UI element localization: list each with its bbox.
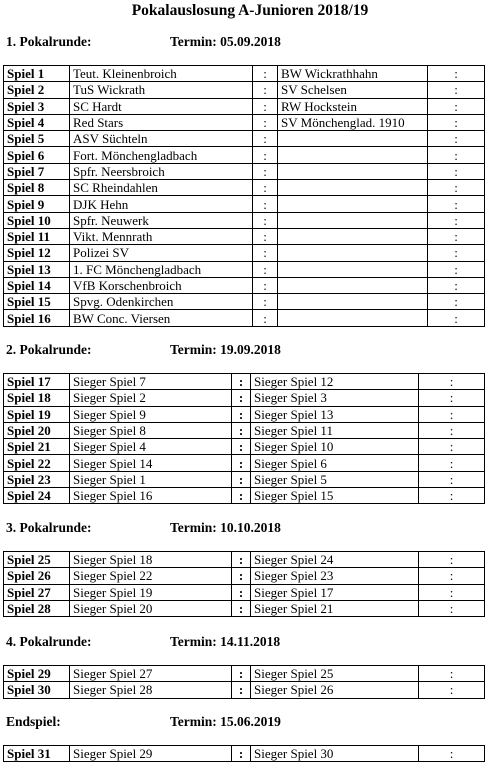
page-title: Pokalauslosung A-Junioren 2018/19 xyxy=(131,2,369,19)
away-team xyxy=(278,261,428,277)
match-number: Spiel 4 xyxy=(4,114,70,130)
result-cell: : xyxy=(419,390,485,406)
match-number: Spiel 26 xyxy=(4,568,70,584)
match-row xyxy=(4,568,485,584)
away-team: Sieger Spiel 3 xyxy=(251,390,419,406)
match-number: Spiel 3 xyxy=(4,98,70,114)
match-number: Spiel 5 xyxy=(4,131,70,147)
away-team xyxy=(278,310,428,326)
match-number: Spiel 18 xyxy=(4,390,70,406)
match-number: Spiel 17 xyxy=(4,374,70,390)
home-team: SC Hardt xyxy=(70,98,253,114)
round-heading xyxy=(6,634,281,650)
round-heading xyxy=(6,714,281,730)
away-team xyxy=(278,147,428,163)
match-table xyxy=(3,551,485,617)
match-row xyxy=(4,422,485,438)
home-team: Sieger Spiel 19 xyxy=(70,584,232,600)
result-cell: : xyxy=(428,98,485,114)
match-table xyxy=(3,65,485,327)
match-row xyxy=(4,294,485,310)
home-team: Spfr. Neersbroich xyxy=(70,163,253,179)
versus-separator: : xyxy=(253,245,278,261)
round-heading xyxy=(6,34,281,50)
round-date: Termin: 15.06.2019 xyxy=(170,714,281,729)
home-team: Sieger Spiel 2 xyxy=(70,390,232,406)
home-team: DJK Hehn xyxy=(70,196,253,212)
away-team: BW Wickrathhahn xyxy=(278,66,428,82)
home-team: Spvg. Odenkirchen xyxy=(70,294,253,310)
versus-separator: : xyxy=(232,455,251,471)
versus-separator: : xyxy=(232,406,251,422)
match-number: Spiel 24 xyxy=(4,488,70,504)
match-row xyxy=(4,114,485,130)
away-team: Sieger Spiel 23 xyxy=(251,568,419,584)
home-team: ASV Süchteln xyxy=(70,131,253,147)
away-team: Sieger Spiel 26 xyxy=(251,682,419,698)
versus-separator: : xyxy=(253,66,278,82)
versus-separator: : xyxy=(253,163,278,179)
versus-separator: : xyxy=(253,294,278,310)
match-row xyxy=(4,147,485,163)
versus-separator: : xyxy=(232,374,251,390)
match-row xyxy=(4,131,485,147)
away-team: Sieger Spiel 10 xyxy=(251,439,419,455)
result-cell: : xyxy=(419,568,485,584)
match-number: Spiel 31 xyxy=(4,746,70,762)
versus-separator: : xyxy=(232,666,251,682)
versus-separator: : xyxy=(232,439,251,455)
away-team: Sieger Spiel 24 xyxy=(251,552,419,568)
round-date: Termin: 05.09.2018 xyxy=(170,34,281,49)
away-team: Sieger Spiel 15 xyxy=(251,488,419,504)
round-name: 3. Pokalrunde: xyxy=(6,520,92,535)
result-cell: : xyxy=(419,455,485,471)
away-team: Sieger Spiel 12 xyxy=(251,374,419,390)
versus-separator: : xyxy=(253,277,278,293)
round-name: 4. Pokalrunde: xyxy=(6,634,92,649)
match-number: Spiel 29 xyxy=(4,666,70,682)
versus-separator: : xyxy=(253,261,278,277)
match-row xyxy=(4,310,485,326)
versus-separator: : xyxy=(253,147,278,163)
away-team xyxy=(278,245,428,261)
match-row xyxy=(4,261,485,277)
versus-separator: : xyxy=(232,600,251,616)
match-number: Spiel 14 xyxy=(4,277,70,293)
result-cell: : xyxy=(428,131,485,147)
round-heading xyxy=(6,342,281,358)
match-row xyxy=(4,584,485,600)
versus-separator: : xyxy=(253,180,278,196)
away-team xyxy=(278,180,428,196)
match-row xyxy=(4,228,485,244)
away-team: Sieger Spiel 25 xyxy=(251,666,419,682)
result-cell: : xyxy=(428,147,485,163)
match-number: Spiel 15 xyxy=(4,294,70,310)
versus-separator: : xyxy=(253,310,278,326)
result-cell: : xyxy=(428,196,485,212)
versus-separator: : xyxy=(232,422,251,438)
match-number: Spiel 16 xyxy=(4,310,70,326)
match-number: Spiel 2 xyxy=(4,82,70,98)
result-cell: : xyxy=(419,406,485,422)
match-number: Spiel 25 xyxy=(4,552,70,568)
away-team: Sieger Spiel 11 xyxy=(251,422,419,438)
home-team: Sieger Spiel 22 xyxy=(70,568,232,584)
away-team xyxy=(278,131,428,147)
match-number: Spiel 13 xyxy=(4,261,70,277)
home-team: Sieger Spiel 8 xyxy=(70,422,232,438)
round-date: Termin: 19.09.2018 xyxy=(170,342,281,357)
match-row xyxy=(4,180,485,196)
away-team xyxy=(278,277,428,293)
match-row xyxy=(4,245,485,261)
match-number: Spiel 10 xyxy=(4,212,70,228)
match-number: Spiel 28 xyxy=(4,600,70,616)
match-row xyxy=(4,66,485,82)
versus-separator: : xyxy=(253,196,278,212)
home-team: 1. FC Mönchengladbach xyxy=(70,261,253,277)
away-team: Sieger Spiel 21 xyxy=(251,600,419,616)
versus-separator: : xyxy=(253,228,278,244)
home-team: Sieger Spiel 29 xyxy=(70,746,232,762)
home-team: Sieger Spiel 16 xyxy=(70,488,232,504)
match-number: Spiel 1 xyxy=(4,66,70,82)
home-team: BW Conc. Viersen xyxy=(70,310,253,326)
versus-separator: : xyxy=(232,488,251,504)
match-row xyxy=(4,212,485,228)
round-name: 1. Pokalrunde: xyxy=(6,34,92,49)
match-row xyxy=(4,666,485,682)
result-cell: : xyxy=(419,439,485,455)
match-row xyxy=(4,488,485,504)
match-number: Spiel 21 xyxy=(4,439,70,455)
versus-separator: : xyxy=(232,584,251,600)
match-table xyxy=(3,373,485,504)
result-cell: : xyxy=(428,180,485,196)
home-team: Sieger Spiel 1 xyxy=(70,471,232,487)
match-number: Spiel 9 xyxy=(4,196,70,212)
result-cell: : xyxy=(419,374,485,390)
match-number: Spiel 22 xyxy=(4,455,70,471)
match-row xyxy=(4,682,485,698)
away-team xyxy=(278,163,428,179)
result-cell: : xyxy=(419,584,485,600)
match-row xyxy=(4,455,485,471)
home-team: Polizei SV xyxy=(70,245,253,261)
away-team: Sieger Spiel 6 xyxy=(251,455,419,471)
result-cell: : xyxy=(419,552,485,568)
versus-separator: : xyxy=(232,746,251,762)
result-cell: : xyxy=(428,163,485,179)
match-number: Spiel 12 xyxy=(4,245,70,261)
versus-separator: : xyxy=(232,552,251,568)
round-date: Termin: 14.11.2018 xyxy=(170,634,281,649)
away-team: RW Hockstein xyxy=(278,98,428,114)
result-cell: : xyxy=(428,82,485,98)
result-cell: : xyxy=(428,114,485,130)
home-team: Teut. Kleinenbroich xyxy=(70,66,253,82)
home-team: Sieger Spiel 9 xyxy=(70,406,232,422)
versus-separator: : xyxy=(253,98,278,114)
result-cell: : xyxy=(428,66,485,82)
match-number: Spiel 6 xyxy=(4,147,70,163)
match-row xyxy=(4,82,485,98)
match-row xyxy=(4,471,485,487)
round-date: Termin: 10.10.2018 xyxy=(170,520,281,535)
home-team: VfB Korschenbroich xyxy=(70,277,253,293)
home-team: Spfr. Neuwerk xyxy=(70,212,253,228)
away-team: Sieger Spiel 5 xyxy=(251,471,419,487)
match-number: Spiel 11 xyxy=(4,228,70,244)
home-team: Fort. Mönchengladbach xyxy=(70,147,253,163)
versus-separator: : xyxy=(232,568,251,584)
result-cell: : xyxy=(428,277,485,293)
match-row xyxy=(4,163,485,179)
versus-separator: : xyxy=(253,114,278,130)
home-team: Vikt. Mennrath xyxy=(70,228,253,244)
match-row xyxy=(4,439,485,455)
home-team: Sieger Spiel 27 xyxy=(70,666,232,682)
home-team: Sieger Spiel 7 xyxy=(70,374,232,390)
home-team: TuS Wickrath xyxy=(70,82,253,98)
result-cell: : xyxy=(428,245,485,261)
result-cell: : xyxy=(428,228,485,244)
result-cell: : xyxy=(419,422,485,438)
result-cell: : xyxy=(428,310,485,326)
away-team: Sieger Spiel 13 xyxy=(251,406,419,422)
away-team: Sieger Spiel 17 xyxy=(251,584,419,600)
result-cell: : xyxy=(419,746,485,762)
match-row xyxy=(4,552,485,568)
home-team: Sieger Spiel 18 xyxy=(70,552,232,568)
versus-separator: : xyxy=(232,390,251,406)
away-team xyxy=(278,196,428,212)
home-team: Red Stars xyxy=(70,114,253,130)
match-row xyxy=(4,406,485,422)
match-row xyxy=(4,390,485,406)
match-row xyxy=(4,746,485,762)
versus-separator: : xyxy=(232,471,251,487)
away-team xyxy=(278,212,428,228)
match-number: Spiel 20 xyxy=(4,422,70,438)
match-number: Spiel 30 xyxy=(4,682,70,698)
away-team: Sieger Spiel 30 xyxy=(251,746,419,762)
match-number: Spiel 23 xyxy=(4,471,70,487)
result-cell: : xyxy=(419,666,485,682)
home-team: Sieger Spiel 20 xyxy=(70,600,232,616)
away-team: SV Schelsen xyxy=(278,82,428,98)
match-table xyxy=(3,665,485,699)
versus-separator: : xyxy=(253,212,278,228)
home-team: Sieger Spiel 14 xyxy=(70,455,232,471)
home-team: SC Rheindahlen xyxy=(70,180,253,196)
result-cell: : xyxy=(428,261,485,277)
result-cell: : xyxy=(419,488,485,504)
match-row xyxy=(4,374,485,390)
round-heading xyxy=(6,520,281,536)
away-team xyxy=(278,294,428,310)
home-team: Sieger Spiel 4 xyxy=(70,439,232,455)
versus-separator: : xyxy=(253,82,278,98)
match-row xyxy=(4,277,485,293)
match-number: Spiel 27 xyxy=(4,584,70,600)
versus-separator: : xyxy=(253,131,278,147)
result-cell: : xyxy=(419,682,485,698)
result-cell: : xyxy=(419,600,485,616)
match-number: Spiel 7 xyxy=(4,163,70,179)
result-cell: : xyxy=(419,471,485,487)
match-number: Spiel 19 xyxy=(4,406,70,422)
away-team: SV Mönchenglad. 1910 xyxy=(278,114,428,130)
round-name: 2. Pokalrunde: xyxy=(6,342,92,357)
match-table xyxy=(3,745,485,762)
home-team: Sieger Spiel 28 xyxy=(70,682,232,698)
result-cell: : xyxy=(428,294,485,310)
result-cell: : xyxy=(428,212,485,228)
versus-separator: : xyxy=(232,682,251,698)
match-row xyxy=(4,98,485,114)
match-number: Spiel 8 xyxy=(4,180,70,196)
round-name: Endspiel: xyxy=(6,714,61,729)
match-row xyxy=(4,196,485,212)
away-team xyxy=(278,228,428,244)
match-row xyxy=(4,600,485,616)
